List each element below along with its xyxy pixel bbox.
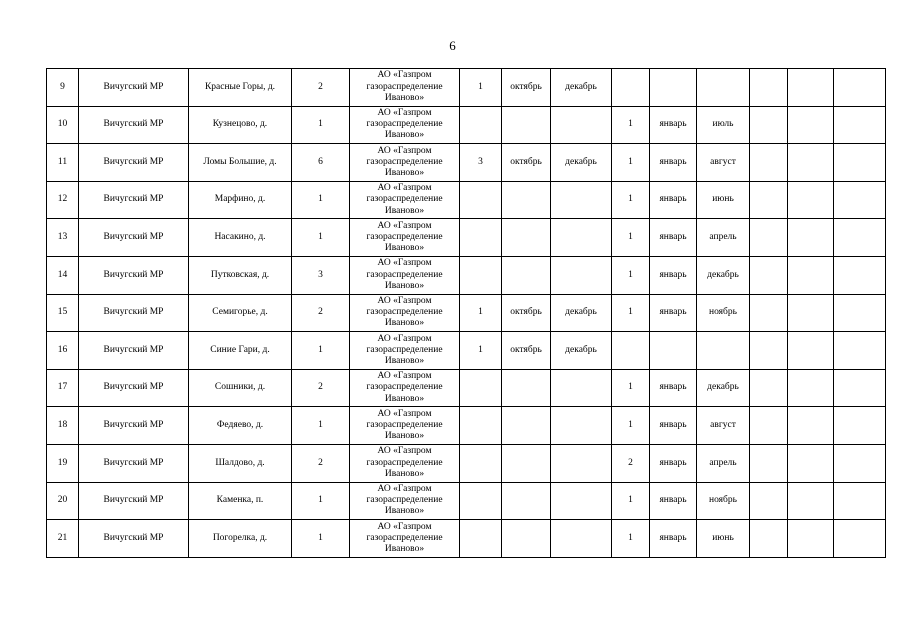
organization-cell: АО «Газпром газораспределение Иваново»: [350, 256, 460, 294]
household-count-cell: 2: [292, 444, 350, 482]
locality-cell: Семигорье, д.: [189, 294, 292, 332]
locality-cell: Каменка, п.: [189, 482, 292, 520]
organization-cell: АО «Газпром газораспределение Иваново»: [350, 69, 460, 107]
stage2-end-month-cell: [697, 69, 750, 107]
household-count-cell: 3: [292, 256, 350, 294]
locality-cell: Ломы Большие, д.: [189, 144, 292, 182]
household-count-cell: 2: [292, 369, 350, 407]
stage2-quantity-cell: 1: [612, 294, 650, 332]
household-count-cell: 2: [292, 294, 350, 332]
table-row: [47, 294, 886, 332]
empty-cell: [834, 520, 886, 558]
stage2-start-month-cell: январь: [650, 520, 697, 558]
empty-cell: [750, 181, 788, 219]
stage1-start-month-cell: [502, 520, 551, 558]
table-row: [47, 369, 886, 407]
stage2-quantity-cell: 1: [612, 219, 650, 257]
organization-cell: АО «Газпром газораспределение Иваново»: [350, 294, 460, 332]
organization-cell: АО «Газпром газораспределение Иваново»: [350, 482, 460, 520]
stage1-start-month-cell: [502, 444, 551, 482]
empty-cell: [788, 144, 834, 182]
stage2-start-month-cell: январь: [650, 369, 697, 407]
locality-cell: Насакино, д.: [189, 219, 292, 257]
organization-cell: АО «Газпром газораспределение Иваново»: [350, 219, 460, 257]
organization-cell: АО «Газпром газораспределение Иваново»: [350, 106, 460, 144]
empty-cell: [834, 181, 886, 219]
stage2-start-month-cell: [650, 69, 697, 107]
stage1-start-month-cell: октябрь: [502, 69, 551, 107]
stage1-quantity-cell: [460, 520, 502, 558]
table-row: [47, 181, 886, 219]
stage1-end-month-cell: декабрь: [551, 294, 612, 332]
stage1-end-month-cell: [551, 444, 612, 482]
stage1-quantity-cell: [460, 181, 502, 219]
district-cell: Вичугский МР: [79, 332, 189, 370]
empty-cell: [750, 106, 788, 144]
empty-cell: [750, 482, 788, 520]
stage1-quantity-cell: [460, 407, 502, 445]
gasification-schedule-table: [46, 68, 886, 558]
stage1-end-month-cell: [551, 106, 612, 144]
locality-cell: Шалдово, д.: [189, 444, 292, 482]
locality-cell: Погорелка, д.: [189, 520, 292, 558]
stage1-start-month-cell: октябрь: [502, 294, 551, 332]
household-count-cell: 1: [292, 407, 350, 445]
locality-cell: Сошники, д.: [189, 369, 292, 407]
organization-cell: АО «Газпром газораспределение Иваново»: [350, 407, 460, 445]
empty-cell: [834, 294, 886, 332]
district-cell: Вичугский МР: [79, 444, 189, 482]
household-count-cell: 6: [292, 144, 350, 182]
row-number-cell: 16: [47, 332, 79, 370]
stage1-quantity-cell: 1: [460, 332, 502, 370]
row-number-cell: 17: [47, 369, 79, 407]
empty-cell: [750, 332, 788, 370]
household-count-cell: 1: [292, 106, 350, 144]
empty-cell: [750, 144, 788, 182]
stage1-quantity-cell: [460, 482, 502, 520]
household-count-cell: 1: [292, 332, 350, 370]
empty-cell: [788, 294, 834, 332]
stage2-end-month-cell: декабрь: [697, 256, 750, 294]
row-number-cell: 15: [47, 294, 79, 332]
empty-cell: [834, 369, 886, 407]
stage2-end-month-cell: июль: [697, 106, 750, 144]
organization-cell: АО «Газпром газораспределение Иваново»: [350, 144, 460, 182]
empty-cell: [750, 520, 788, 558]
stage1-end-month-cell: декабрь: [551, 69, 612, 107]
stage2-start-month-cell: январь: [650, 106, 697, 144]
stage2-end-month-cell: ноябрь: [697, 294, 750, 332]
stage1-start-month-cell: [502, 106, 551, 144]
stage1-start-month-cell: октябрь: [502, 332, 551, 370]
household-count-cell: 2: [292, 69, 350, 107]
stage1-end-month-cell: [551, 219, 612, 257]
district-cell: Вичугский МР: [79, 144, 189, 182]
empty-cell: [788, 256, 834, 294]
stage2-quantity-cell: 2: [612, 444, 650, 482]
stage1-quantity-cell: [460, 106, 502, 144]
district-cell: Вичугский МР: [79, 369, 189, 407]
stage1-end-month-cell: [551, 520, 612, 558]
empty-cell: [788, 482, 834, 520]
table-row: [47, 106, 886, 144]
table-row: [47, 482, 886, 520]
stage2-quantity-cell: 1: [612, 256, 650, 294]
row-number-cell: 11: [47, 144, 79, 182]
stage2-end-month-cell: декабрь: [697, 369, 750, 407]
empty-cell: [834, 482, 886, 520]
empty-cell: [750, 294, 788, 332]
district-cell: Вичугский МР: [79, 219, 189, 257]
organization-cell: АО «Газпром газораспределение Иваново»: [350, 520, 460, 558]
household-count-cell: 1: [292, 219, 350, 257]
stage1-end-month-cell: декабрь: [551, 144, 612, 182]
stage2-start-month-cell: январь: [650, 181, 697, 219]
stage2-quantity-cell: [612, 69, 650, 107]
stage1-start-month-cell: [502, 482, 551, 520]
stage1-start-month-cell: [502, 219, 551, 257]
row-number-cell: 18: [47, 407, 79, 445]
stage2-quantity-cell: 1: [612, 369, 650, 407]
household-count-cell: 1: [292, 181, 350, 219]
locality-cell: Федяево, д.: [189, 407, 292, 445]
stage2-start-month-cell: январь: [650, 294, 697, 332]
stage1-quantity-cell: 1: [460, 294, 502, 332]
stage1-quantity-cell: [460, 369, 502, 407]
stage2-end-month-cell: апрель: [697, 219, 750, 257]
stage2-quantity-cell: 1: [612, 407, 650, 445]
district-cell: Вичугский МР: [79, 482, 189, 520]
empty-cell: [788, 520, 834, 558]
empty-cell: [834, 144, 886, 182]
empty-cell: [750, 407, 788, 445]
table-row: [47, 144, 886, 182]
empty-cell: [788, 181, 834, 219]
row-number-cell: 13: [47, 219, 79, 257]
locality-cell: Синие Гари, д.: [189, 332, 292, 370]
empty-cell: [834, 444, 886, 482]
empty-cell: [788, 444, 834, 482]
empty-cell: [788, 106, 834, 144]
empty-cell: [750, 444, 788, 482]
table-row: [47, 520, 886, 558]
stage2-start-month-cell: январь: [650, 144, 697, 182]
district-cell: Вичугский МР: [79, 181, 189, 219]
empty-cell: [788, 69, 834, 107]
row-number-cell: 12: [47, 181, 79, 219]
row-number-cell: 9: [47, 69, 79, 107]
household-count-cell: 1: [292, 482, 350, 520]
stage1-start-month-cell: [502, 407, 551, 445]
stage1-end-month-cell: [551, 181, 612, 219]
empty-cell: [834, 69, 886, 107]
table-row: [47, 407, 886, 445]
empty-cell: [834, 106, 886, 144]
locality-cell: Кузнецово, д.: [189, 106, 292, 144]
stage1-start-month-cell: [502, 256, 551, 294]
table-row: [47, 69, 886, 107]
empty-cell: [788, 369, 834, 407]
stage2-end-month-cell: август: [697, 407, 750, 445]
stage1-quantity-cell: [460, 256, 502, 294]
stage1-quantity-cell: 1: [460, 69, 502, 107]
stage1-end-month-cell: [551, 482, 612, 520]
empty-cell: [750, 369, 788, 407]
stage1-end-month-cell: декабрь: [551, 332, 612, 370]
stage1-end-month-cell: [551, 369, 612, 407]
district-cell: Вичугский МР: [79, 294, 189, 332]
empty-cell: [788, 332, 834, 370]
stage2-start-month-cell: [650, 332, 697, 370]
stage1-end-month-cell: [551, 407, 612, 445]
stage1-start-month-cell: [502, 181, 551, 219]
stage2-start-month-cell: январь: [650, 482, 697, 520]
stage2-quantity-cell: 1: [612, 482, 650, 520]
stage1-quantity-cell: 3: [460, 144, 502, 182]
empty-cell: [750, 69, 788, 107]
table-row: [47, 256, 886, 294]
locality-cell: Красные Горы, д.: [189, 69, 292, 107]
stage2-end-month-cell: июнь: [697, 181, 750, 219]
stage1-end-month-cell: [551, 256, 612, 294]
district-cell: Вичугский МР: [79, 520, 189, 558]
district-cell: Вичугский МР: [79, 106, 189, 144]
stage1-start-month-cell: октябрь: [502, 144, 551, 182]
organization-cell: АО «Газпром газораспределение Иваново»: [350, 369, 460, 407]
empty-cell: [834, 332, 886, 370]
locality-cell: Путковская, д.: [189, 256, 292, 294]
stage2-end-month-cell: апрель: [697, 444, 750, 482]
stage1-quantity-cell: [460, 219, 502, 257]
table-row: [47, 219, 886, 257]
row-number-cell: 10: [47, 106, 79, 144]
empty-cell: [750, 256, 788, 294]
stage2-quantity-cell: 1: [612, 181, 650, 219]
stage2-quantity-cell: 1: [612, 144, 650, 182]
stage1-quantity-cell: [460, 444, 502, 482]
row-number-cell: 20: [47, 482, 79, 520]
stage2-end-month-cell: ноябрь: [697, 482, 750, 520]
organization-cell: АО «Газпром газораспределение Иваново»: [350, 181, 460, 219]
household-count-cell: 1: [292, 520, 350, 558]
stage2-end-month-cell: август: [697, 144, 750, 182]
empty-cell: [788, 407, 834, 445]
stage2-start-month-cell: январь: [650, 256, 697, 294]
organization-cell: АО «Газпром газораспределение Иваново»: [350, 332, 460, 370]
row-number-cell: 14: [47, 256, 79, 294]
page-number: 6: [449, 38, 456, 53]
district-cell: Вичугский МР: [79, 69, 189, 107]
district-cell: Вичугский МР: [79, 407, 189, 445]
row-number-cell: 19: [47, 444, 79, 482]
table-row: [47, 444, 886, 482]
locality-cell: Марфино, д.: [189, 181, 292, 219]
stage2-end-month-cell: июнь: [697, 520, 750, 558]
stage2-quantity-cell: 1: [612, 106, 650, 144]
empty-cell: [788, 219, 834, 257]
empty-cell: [750, 219, 788, 257]
empty-cell: [834, 256, 886, 294]
table-row: [47, 332, 886, 370]
stage2-end-month-cell: [697, 332, 750, 370]
row-number-cell: 21: [47, 520, 79, 558]
stage2-start-month-cell: январь: [650, 444, 697, 482]
stage2-quantity-cell: 1: [612, 520, 650, 558]
empty-cell: [834, 219, 886, 257]
stage1-start-month-cell: [502, 369, 551, 407]
organization-cell: АО «Газпром газораспределение Иваново»: [350, 444, 460, 482]
stage2-start-month-cell: январь: [650, 219, 697, 257]
empty-cell: [834, 407, 886, 445]
district-cell: Вичугский МР: [79, 256, 189, 294]
stage2-start-month-cell: январь: [650, 407, 697, 445]
stage2-quantity-cell: [612, 332, 650, 370]
table-body: [47, 69, 886, 558]
